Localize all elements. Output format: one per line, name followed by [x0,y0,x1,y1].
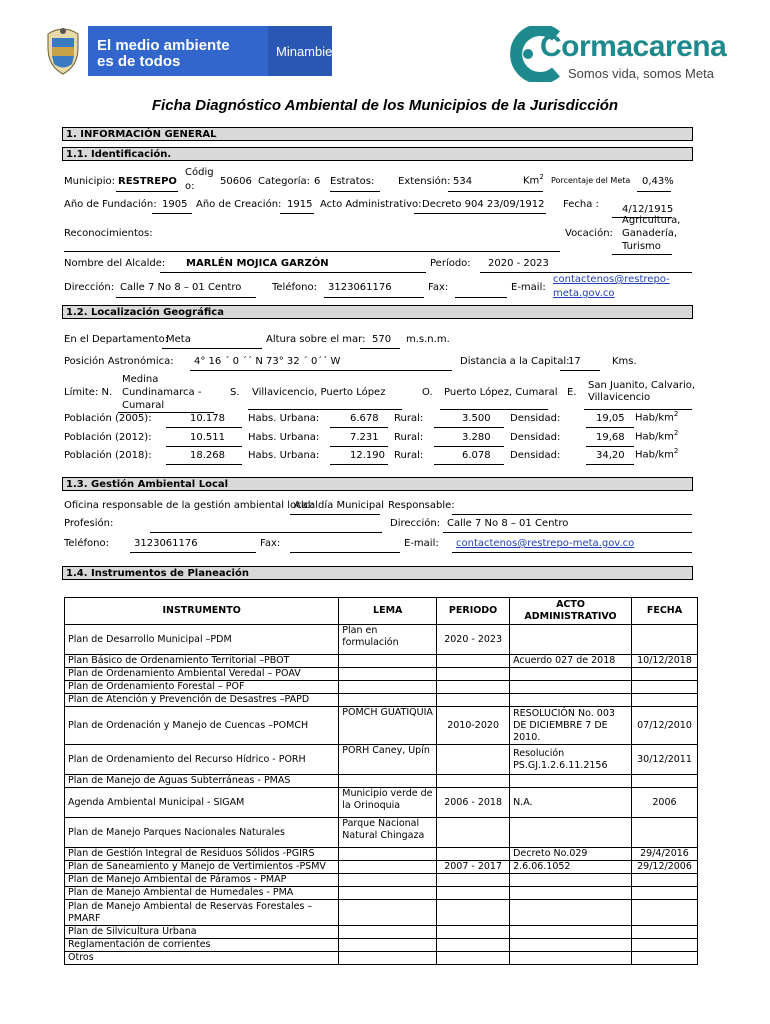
cell-periodo: 2020 - 2023 [437,625,510,655]
ministry-name: Minambiente [276,44,351,59]
acto-label: Acto Administrativo: [320,199,422,210]
gestion-email-label: E-mail: [404,538,439,549]
section-1-3-header: 1.3. Gestión Ambiental Local [62,477,693,491]
cormacarena-brand: Cormacarena [540,30,727,63]
cell-instrumento: Plan de Ordenación y Manejo de Cuencas –POMCH [65,707,339,745]
cell-acto [510,900,632,926]
cell-fecha [631,694,697,707]
vocacion-value-3: Turismo [622,241,661,252]
cell-lema [339,926,437,939]
vocacion-label: Vocación: [565,228,613,239]
porcentaje-label: Porcentaje del Meta [551,176,631,185]
poblacion-urbana: 7.231 [350,432,379,443]
poblacion-row [0,447,770,468]
cell-instrumento: Plan de Desarrollo Municipal –PDM [65,625,339,655]
cell-acto [510,939,632,952]
cell-acto [510,694,632,707]
limite-n-3: Cumaral [122,400,165,411]
fax-label: Fax: [428,282,449,293]
limite-e-1: San Juanito, Calvario, [588,380,696,391]
cell-lema [339,694,437,707]
categoria-value: 6 [314,176,321,187]
instrumentos-table [64,597,698,965]
cell-instrumento: Plan de Gestión Integral de Residuos Sólidos -PGIRS [65,848,339,861]
codigo-value: 50606 [220,176,252,187]
cell-fecha [631,926,697,939]
table-row [65,694,698,707]
cell-instrumento: Reglamentación de corrientes [65,939,339,952]
cell-lema [339,775,437,788]
posicion-label: Posición Astronómica: [64,356,174,367]
cell-fecha: 29/4/2016 [631,848,697,861]
gestion-telefono-label: Teléfono: [64,538,109,549]
page-title: Ficha Diagnóstico Ambiental de los Municipios de la Jurisdicción [151,97,619,114]
poblacion-densidad: 34,20 [596,450,625,461]
cell-acto: Decreto No.029 [510,848,632,861]
anio-creacion-value: 1915 [287,199,313,210]
cormacarena-slogan: Somos vida, somos Meta [568,66,714,81]
coat-of-arms-icon [40,26,86,76]
cell-fecha: 10/12/2018 [631,655,697,668]
table-row [65,861,698,874]
table-row [65,818,698,848]
posicion-value: 4° 16 ´ 0 ´´ N 73° 32 ´ 0´´ W [194,356,341,367]
msnm-label: m.s.n.m. [406,334,450,345]
cell-acto: Resolución PS.GJ.1.2.6.11.2156 [510,745,632,775]
cell-acto [510,818,632,848]
cell-instrumento: Plan de Manejo Ambiental de Páramos - PMAP [65,874,339,887]
anio-fundacion-value: 1905 [162,199,188,210]
telefono-value: 3123061176 [328,282,392,293]
gov-slogan-line1: El medio ambiente [97,37,230,54]
cell-periodo [437,900,510,926]
section-1-4-header: 1.4. Instrumentos de Planeación [62,566,693,580]
cell-fecha: 30/12/2011 [631,745,697,775]
cell-instrumento: Otros [65,952,339,965]
table-header-row [65,598,698,625]
cell-periodo [437,655,510,668]
limite-o: Puerto López, Cumaral [444,387,558,398]
cell-instrumento: Plan de Atención y Prevención de Desastres –PAPD [65,694,339,707]
cell-fecha [631,668,697,681]
cell-periodo [437,848,510,861]
cell-periodo [437,775,510,788]
table-row [65,707,698,745]
distancia-label: Distancia a la Capital: [460,356,570,367]
kms-label: Kms. [612,356,637,367]
oficina-value: Alcaldía Municipal [294,500,385,511]
rural-label: Rural: [394,432,424,443]
cell-lema [339,887,437,900]
codigo-label-1: Códig [185,167,214,178]
hab-km-label: Hab/$km^2$ [635,429,679,443]
cell-acto: Acuerdo 027 de 2018 [510,655,632,668]
poblacion-rural: 6.078 [462,450,491,461]
poblacion-label: Población (2012): [64,432,152,443]
table-row [65,788,698,818]
cell-instrumento: Plan de Manejo de Aguas Subterráneas - PMAS [65,775,339,788]
poblacion-label: Población (2005): [64,413,152,424]
cell-lema: Municipio verde de la Orinoquia [339,788,437,818]
urbana-label: Habs. Urbana: [248,432,320,443]
fecha-label: Fecha : [563,199,599,210]
gestion-telefono-value: 3123061176 [134,538,198,549]
cell-acto [510,926,632,939]
cell-instrumento: Plan Básico de Ordenamiento Territorial –PBOT [65,655,339,668]
cell-lema [339,681,437,694]
gestion-direccion-value: Calle 7 No 8 – 01 Centro [447,518,569,529]
cell-lema [339,952,437,965]
cell-fecha: 07/12/2010 [631,707,697,745]
altura-value: 570 [372,334,392,345]
cell-fecha [631,818,697,848]
e-label: E. [567,387,577,398]
cell-periodo [437,745,510,775]
km-label: Km$^2$ [523,173,544,187]
table-row [65,625,698,655]
cell-fecha: 2006 [631,788,697,818]
acto-value: Decreto 904 23/09/1912 [422,199,545,210]
cell-instrumento: Plan de Manejo Parques Nacionales Naturales [65,818,339,848]
cell-periodo [437,818,510,848]
altura-label: Altura sobre el mar: [266,334,366,345]
cell-lema [339,900,437,926]
gestion-email-link[interactable]: contactenos@restrepo-meta.gov.co [456,538,635,549]
oficina-label: Oficina responsable de la gestión ambiental local: [64,500,314,511]
cell-fecha [631,681,697,694]
poblacion-rural: 3.500 [462,413,491,424]
cell-acto: RESOLUCIÓN No. 003 DE DICIEMBRE 7 DE 2010. [510,707,632,745]
limite-s: Villavicencio, Puerto López [252,387,386,398]
direccion-value: Calle 7 No 8 – 01 Centro [120,282,242,293]
gov-slogan-line2: es de todos [97,53,181,70]
cell-instrumento: Plan de Manejo Ambiental de Reservas Forestales – PMARF [65,900,339,926]
col-header-fecha: FECHA [631,598,697,625]
s-label: S. [230,387,240,398]
cell-fecha: 29/12/2006 [631,861,697,874]
cell-periodo [437,939,510,952]
cell-instrumento: Plan de Ordenamiento Forestal – POF [65,681,339,694]
cell-fecha [631,939,697,952]
cell-lema [339,939,437,952]
table-row [65,668,698,681]
cell-lema: Plan en formulación [339,625,437,655]
cell-periodo [437,694,510,707]
urbana-label: Habs. Urbana: [248,450,320,461]
cell-fecha [631,900,697,926]
anio-creacion-label: Año de Creación: [196,199,282,210]
cell-lema: PORH Caney, Upín [339,745,437,775]
table-row [65,939,698,952]
table-row [65,681,698,694]
estratos-label: Estratos: [330,176,375,187]
cell-fecha [631,952,697,965]
reconocimientos-label: Reconocimientos: [64,228,153,239]
cell-lema [339,655,437,668]
porcentaje-value: 0,43% [642,176,674,187]
vocacion-value-1: Agricultura, [622,215,681,226]
cell-acto: 2.6.06.1052 [510,861,632,874]
email-link-2[interactable]: meta.gov.co [553,288,615,299]
alcalde-label: Nombre del Alcalde: [64,258,166,269]
cell-lema [339,668,437,681]
densidad-label: Densidad: [510,450,561,461]
cell-fecha [631,874,697,887]
responsable-label: Responsable: [388,500,455,511]
limite-label: Límite: N. [64,387,113,398]
section-1-1-header: 1.1. Identificación. [62,147,693,161]
departamento-label: En el Departamento: [64,334,169,345]
cell-periodo: 2010-2020 [437,707,510,745]
table-row [65,775,698,788]
cell-acto: N.A. [510,788,632,818]
categoria-label: Categoría: [258,176,311,187]
vocacion-value-2: Ganadería, [622,228,678,239]
hab-km-label: Hab/$km^2$ [635,447,679,461]
gestion-fax-label: Fax: [260,538,281,549]
cell-instrumento: Agenda Ambiental Municipal - SIGAM [65,788,339,818]
table-row [65,900,698,926]
telefono-label: Teléfono: [272,282,317,293]
cell-lema: POMCH GUATIQUIA [339,707,437,745]
table-row [65,848,698,861]
municipio-label: Municipio: [64,176,115,187]
cell-acto [510,887,632,900]
extension-value: 534 [453,176,473,187]
cell-periodo [437,952,510,965]
poblacion-urbana: 6.678 [350,413,379,424]
poblacion-total: 10.511 [190,432,225,443]
densidad-label: Densidad: [510,413,561,424]
extension-label: Extensión: [398,176,451,187]
cell-lema: Parque Nacional Natural Chingaza [339,818,437,848]
distancia-value: 17 [568,356,581,367]
limite-n-1: Medina [122,374,159,385]
table-row [65,926,698,939]
cell-acto [510,668,632,681]
limite-e-2: Villavicencio [588,392,651,403]
cell-fecha [631,625,697,655]
cell-periodo [437,681,510,694]
col-header-instrumento: INSTRUMENTO [65,598,339,625]
col-header-acto: ACTO ADMINISTRATIVO [510,598,632,625]
alcalde-value: MARLÉN MOJICA GARZÓN [186,258,329,269]
municipio-value: RESTREPO [118,176,177,187]
cell-periodo [437,926,510,939]
cell-lema [339,874,437,887]
poblacion-label: Población (2018): [64,450,152,461]
cell-instrumento: Plan de Manejo Ambiental de Humedales - PMA [65,887,339,900]
cell-lema [339,861,437,874]
cell-acto [510,681,632,694]
poblacion-total: 18.268 [190,450,225,461]
cell-periodo [437,668,510,681]
section-1-header: 1. INFORMACIÓN GENERAL [62,127,693,141]
col-header-lema: LEMA [339,598,437,625]
cell-acto [510,952,632,965]
periodo-label: Período: [430,258,471,269]
gov-logo-banner [40,26,351,76]
cell-acto [510,625,632,655]
poblacion-densidad: 19,05 [596,413,625,424]
poblacion-densidad: 19,68 [596,432,625,443]
cell-periodo: 2007 - 2017 [437,861,510,874]
densidad-label: Densidad: [510,432,561,443]
cell-instrumento: Plan de Ordenamiento Ambiental Veredal – POAV [65,668,339,681]
table-row [65,655,698,668]
cell-fecha [631,775,697,788]
cell-acto [510,775,632,788]
table-row [65,887,698,900]
departamento-value: Meta [166,334,191,345]
email-link-1[interactable]: contactenos@restrepo- [553,274,670,285]
o-label: O. [422,387,433,398]
cormacarena-logo [506,26,727,82]
cell-periodo [437,887,510,900]
urbana-label: Habs. Urbana: [248,413,320,424]
anio-fundacion-label: Año de Fundación: [64,199,157,210]
cell-instrumento: Plan de Ordenamiento del Recurso Hídrico - PORH [65,745,339,775]
hab-km-label: Hab/$km^2$ [635,410,679,424]
gestion-direccion-label: Dirección: [390,518,441,529]
table-row [65,745,698,775]
rural-label: Rural: [394,413,424,424]
cell-periodo [437,874,510,887]
cell-periodo: 2006 - 2018 [437,788,510,818]
email-label: E-mail: [511,282,546,293]
direccion-label: Dirección: [64,282,115,293]
poblacion-total: 10.178 [190,413,225,424]
poblacion-rural: 3.280 [462,432,491,443]
cell-lema [339,848,437,861]
codigo-label-2: o: [185,181,195,192]
cell-instrumento: Plan de Saneamiento y Manejo de Vertimientos -PSMV [65,861,339,874]
rural-label: Rural: [394,450,424,461]
cell-acto [510,874,632,887]
table-row [65,952,698,965]
fecha-value: 4/12/1915 [622,204,674,215]
section-1-2-header: 1.2. Localización Geográfica [62,305,693,319]
cell-fecha [631,887,697,900]
profesion-label: Profesión: [64,518,114,529]
poblacion-urbana: 12.190 [350,450,385,461]
table-row [65,874,698,887]
limite-n-2: Cundinamarca - [122,387,202,398]
col-header-periodo: PERIODO [437,598,510,625]
periodo-value: 2020 - 2023 [488,258,549,269]
cell-instrumento: Plan de Silvicultura Urbana [65,926,339,939]
